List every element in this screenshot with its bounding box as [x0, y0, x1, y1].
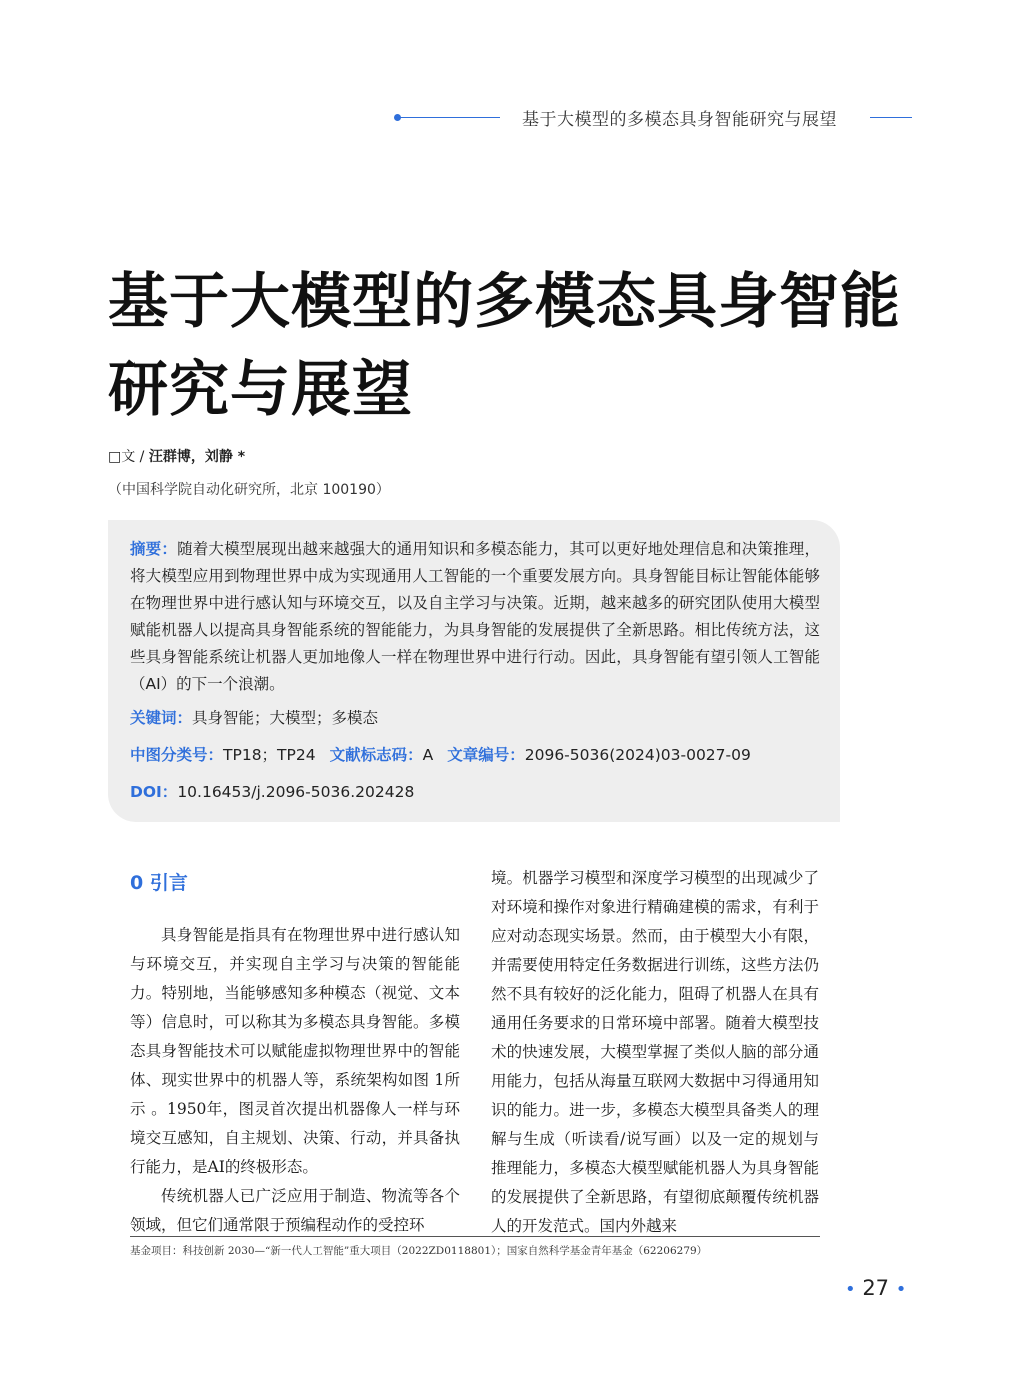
body-paragraph: 具身智能是指具有在物理世界中进行感认知与环境交互，并实现自主学习与决策的智能能力。特别地，当能够感知多种模态（视觉、文本等）信息时，可以称其为多模态具身智能。多模态具身智能技术可以赋能虚拟物理世界中的智能体、现实世界中的机器人等，系统架构如图 1所示 。1950年，图灵首次提出机器像人一样与环境交互感知，自主规划、决策、行动，并具备执行能力，是AI的终极形态。	[130, 926, 460, 1176]
funding-footnote: 基金项目：科技创新 2030—“新一代人工智能”重大项目（2022ZD0118801）；国家自然科学基金青年基金（62206279）	[130, 1245, 708, 1257]
abstract-label: 摘要：	[130, 540, 178, 558]
page-number-value: 27	[862, 1276, 890, 1300]
classification-line	[130, 743, 751, 765]
running-title: 基于大模型的多模态具身智能研究与展望	[522, 110, 837, 130]
body-paragraph: 传统机器人已广泛应用于制造、物流等各个领域，但它们通常限于预编程动作的受控环	[130, 1187, 460, 1234]
article-number-value: 2096-5036(2024)03-0027-09	[524, 746, 751, 764]
abstract-text	[130, 536, 820, 698]
article-number-label: 文章编号：	[447, 746, 525, 764]
article-title-line-2: 研究与展望	[108, 355, 413, 425]
clc-value: TP18；TP24	[223, 746, 316, 764]
doc-code-value: A	[422, 746, 434, 764]
header-line-left	[398, 117, 500, 118]
byline	[108, 446, 245, 466]
body-paragraph: 境。机器学习模型和深度学习模型的出现减少了对环境和操作对象进行精确建模的需求，有利于应对动态现实场景。然而，由于模型大小有限，并需要使用特定任务数据进行训练，这些方法仍然不具有较好的泛化能力，阻碍了机器人在具有通用任务要求的日常环境中部署。随着大模型技术的快速发展，大模型掌握了类似人脑的部分通用能力，包括从海量互联网大数据中习得通用知识的能力。进一步，多模态大模型具备类人的理解与生成（听读看/说写画）以及一定的规划与推理能力，多模态大模型赋能机器人为具身智能的发展提供了全新思路，有望彻底颠覆传统机器人的开发范式。国内外越来	[491, 869, 819, 1235]
page-number	[845, 1276, 906, 1300]
keywords-line	[130, 706, 378, 728]
body-column-left	[130, 921, 460, 1240]
byline-prefix: □文 /	[108, 449, 149, 465]
section-heading: 0 引言	[130, 872, 188, 894]
page-dot-right: •	[895, 1279, 907, 1300]
affiliation: （中国科学院自动化研究所，北京 100190）	[108, 482, 390, 498]
footnote-rule	[130, 1236, 820, 1237]
body-column-right	[491, 864, 819, 1241]
clc-label: 中图分类号：	[130, 746, 224, 764]
authors: 汪群博，刘静 *	[148, 449, 246, 465]
doc-code-label: 文献标志码：	[329, 746, 423, 764]
abstract-body: 随着大模型展现出越来越强大的通用知识和多模态能力，其可以更好地处理信息和决策推理，将大模型应用到物理世界中成为实现通用人工智能的一个重要发展方向。具身智能目标让智能体能够在物理世界中进行感认知与环境交互，以及自主学习与决策。近期，越来越多的研究团队使用大模型赋能机器人以提高具身智能系统的智能能力，为具身智能的发展提供了全新思路。相比传统方法，这些具身智能系统让机器人更加地像人一样在物理世界中进行行动。因此，具身智能有望引领人工智能（AI）的下一个浪潮。	[130, 540, 820, 693]
doi-line	[130, 780, 414, 802]
doi-label: DOI：	[130, 783, 178, 801]
article-title-line-1: 基于大模型的多模态具身智能	[108, 267, 901, 337]
header-line-right	[870, 117, 912, 118]
keywords-value: 具身智能；大模型；多模态	[192, 709, 379, 727]
article-title	[108, 258, 928, 434]
keywords-label: 关键词：	[130, 709, 193, 727]
doi-value: 10.16453/j.2096-5036.202428	[177, 783, 415, 801]
page-dot-left: •	[845, 1279, 856, 1300]
